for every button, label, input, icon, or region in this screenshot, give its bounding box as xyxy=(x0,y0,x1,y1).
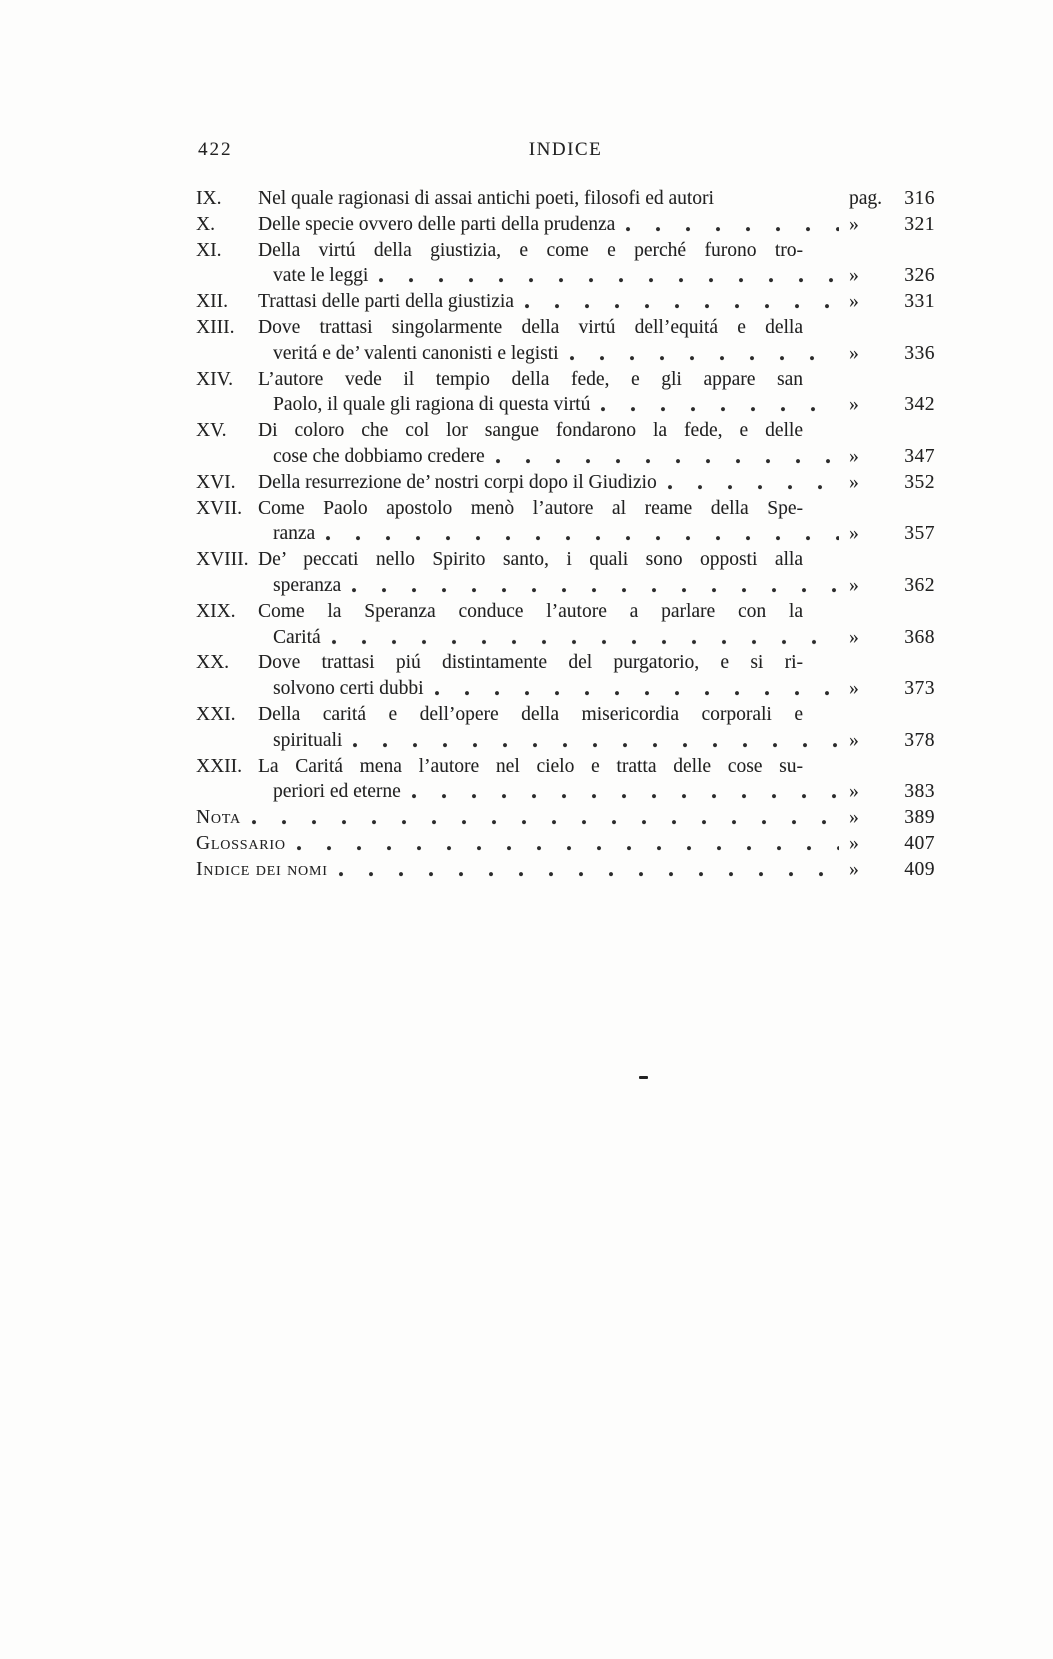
page-number: 373 xyxy=(904,678,935,700)
chapter-numeral: XXII. xyxy=(196,755,243,777)
chapter-numeral: XIX. xyxy=(196,600,236,622)
page-number: 336 xyxy=(904,342,935,364)
ditto-mark: » xyxy=(849,523,859,545)
entry-text-line: La Caritá mena l’autore nel cielo e tratta delle cose su- xyxy=(258,755,803,777)
entry-body xyxy=(258,754,935,806)
dot-leader xyxy=(325,521,839,547)
ditto-mark: » xyxy=(849,832,859,854)
entry-text-line: L’autore vede il tempio della fede, e gli appare san xyxy=(258,368,803,390)
page-number: 368 xyxy=(904,626,935,648)
entry-last-line xyxy=(258,521,935,547)
page-number: 331 xyxy=(904,291,935,313)
table-of-contents xyxy=(196,186,935,883)
entry-body xyxy=(196,857,935,883)
toc-entry xyxy=(196,805,935,831)
entry-last-line xyxy=(258,212,935,238)
entry-text-line: Della virtú della giustizia, e come e perché furono tro- xyxy=(258,239,803,261)
entry-text: veritá e de’ valenti canonisti e legisti xyxy=(273,342,559,364)
ditto-mark: » xyxy=(849,781,859,803)
entry-body xyxy=(258,418,935,470)
entry-body xyxy=(258,238,935,290)
toc-entry xyxy=(196,289,935,315)
toc-entry xyxy=(196,367,935,419)
entry-last-line xyxy=(196,857,935,883)
page-number: 326 xyxy=(904,265,935,287)
toc-entry xyxy=(196,186,935,212)
dot-leader xyxy=(495,444,839,470)
toc-entry xyxy=(196,212,935,238)
dot-leader xyxy=(378,263,839,289)
dot-leader xyxy=(524,289,839,315)
chapter-numeral: XV. xyxy=(196,420,227,442)
chapter-numeral: XIII. xyxy=(196,316,235,338)
entry-text-line: Di coloro che col lor sangue fondarono la fede, e delle xyxy=(258,420,803,442)
page-number: 347 xyxy=(904,445,935,467)
entry-text: Nel quale ragionasi di assai antichi poeti, filosofi ed autori xyxy=(258,188,714,209)
page-header xyxy=(196,139,935,165)
entry-body xyxy=(258,315,935,367)
entry-body xyxy=(258,702,935,754)
ditto-mark: » xyxy=(849,394,859,416)
toc-entry xyxy=(196,238,935,290)
entry-body xyxy=(196,831,935,857)
chapter-numeral: XI. xyxy=(196,239,222,261)
ditto-mark: » xyxy=(849,342,859,364)
page-number: 352 xyxy=(904,471,935,493)
chapter-numeral: X. xyxy=(196,213,215,235)
entry-last-line xyxy=(196,805,935,831)
entry-text-line: Dove trattasi singolarmente della virtú dell’equitá e della xyxy=(258,316,803,338)
entry-last-line xyxy=(258,392,935,418)
entry-last-line xyxy=(258,186,935,212)
page-number: 409 xyxy=(904,858,935,880)
ditto-mark: » xyxy=(849,678,859,700)
toc-entry xyxy=(196,650,935,702)
toc-entry xyxy=(196,857,935,883)
entry-last-line xyxy=(258,289,935,315)
entry-last-line xyxy=(258,625,935,651)
ditto-mark: » xyxy=(849,574,859,596)
ditto-mark: » xyxy=(849,807,859,829)
toc-entry xyxy=(196,496,935,548)
entry-text-line: Dove trattasi piú distintamente del purgatorio, e si ri- xyxy=(258,652,803,674)
dot-leader xyxy=(352,728,839,754)
toc-entry xyxy=(196,470,935,496)
entry-text: Trattasi delle parti della giustizia xyxy=(258,291,514,313)
chapter-numeral: XX. xyxy=(196,652,230,674)
entry-text: Glossario xyxy=(196,832,286,854)
printer-signature-mark xyxy=(639,1076,648,1079)
entry-last-line xyxy=(258,341,935,367)
dot-leader xyxy=(338,857,839,883)
entry-text: Indice dei nomi xyxy=(196,858,328,880)
dot-leader xyxy=(434,676,839,702)
toc-entry xyxy=(196,754,935,806)
entry-text: Nota xyxy=(196,807,241,829)
entry-body xyxy=(258,496,935,548)
entry-body xyxy=(196,805,935,831)
dot-leader xyxy=(667,470,839,496)
ditto-mark: » xyxy=(849,445,859,467)
toc-entry xyxy=(196,599,935,651)
entry-last-line xyxy=(258,728,935,754)
entry-last-line xyxy=(258,263,935,289)
dot-leader xyxy=(331,625,839,651)
dot-leader xyxy=(569,341,839,367)
entry-text: spirituali xyxy=(273,729,343,751)
entry-text: solvono certi dubbi xyxy=(273,678,424,700)
entry-body xyxy=(258,186,935,212)
ditto-mark: » xyxy=(849,471,859,493)
dot-leader xyxy=(600,392,839,418)
entry-last-line xyxy=(196,831,935,857)
dot-leader xyxy=(351,573,839,599)
page-abbreviation: pag. xyxy=(849,188,883,209)
toc-entry xyxy=(196,547,935,599)
ditto-mark: » xyxy=(849,291,859,313)
chapter-numeral: XIV. xyxy=(196,368,234,390)
entry-last-line xyxy=(258,470,935,496)
ditto-mark: » xyxy=(849,265,859,287)
page-number: 389 xyxy=(904,807,935,829)
entry-body xyxy=(258,470,935,496)
dot-leader xyxy=(251,805,839,831)
page-number: 362 xyxy=(904,574,935,596)
page-number: 321 xyxy=(904,213,935,235)
chapter-numeral: XII. xyxy=(196,291,228,313)
page-number: 383 xyxy=(904,781,935,803)
toc-entry xyxy=(196,702,935,754)
entry-text: vate le leggi xyxy=(273,265,369,287)
entry-text: Paolo, il quale gli ragiona di questa virtú xyxy=(273,394,591,416)
toc-entry xyxy=(196,315,935,367)
toc-entry xyxy=(196,418,935,470)
entry-body xyxy=(258,599,935,651)
page-number: 407 xyxy=(904,832,935,854)
entry-last-line xyxy=(258,444,935,470)
dot-leader xyxy=(296,831,839,857)
entry-body xyxy=(258,367,935,419)
page-number: 378 xyxy=(904,729,935,751)
dot-leader xyxy=(625,212,839,238)
entry-text: cose che dobbiamo credere xyxy=(273,445,485,467)
entry-text: periori ed eterne xyxy=(273,781,401,803)
entry-last-line xyxy=(258,573,935,599)
entry-text: speranza xyxy=(273,574,342,596)
ditto-mark: » xyxy=(849,729,859,751)
entry-text: Caritá xyxy=(273,626,321,648)
entry-last-line xyxy=(258,779,935,805)
chapter-numeral: XVII. xyxy=(196,497,243,519)
dot-leader xyxy=(724,186,839,212)
chapter-numeral: XXI. xyxy=(196,703,236,725)
chapter-numeral: IX. xyxy=(196,188,222,209)
page-number: 316 xyxy=(904,188,935,209)
dot-leader xyxy=(411,779,839,805)
entry-body xyxy=(258,212,935,238)
page-number: 357 xyxy=(904,523,935,545)
entry-text: Della resurrezione de’ nostri corpi dopo il Giudizio xyxy=(258,471,657,493)
ditto-mark: » xyxy=(849,626,859,648)
chapter-numeral: XVIII. xyxy=(196,549,249,571)
ditto-mark: » xyxy=(849,213,859,235)
folio-number: 422 xyxy=(198,139,233,160)
chapter-numeral: XVI. xyxy=(196,471,236,493)
entry-body xyxy=(258,547,935,599)
ditto-mark: » xyxy=(849,858,859,880)
entry-body xyxy=(258,289,935,315)
entry-text-line: Come Paolo apostolo menò l’autore al reame della Spe- xyxy=(258,497,803,519)
entry-text-line: Come la Speranza conduce l’autore a parlare con la xyxy=(258,600,803,622)
page-number: 342 xyxy=(904,394,935,416)
entry-text-line: De’ peccati nello Spirito santo, i quali sono opposti alla xyxy=(258,549,803,571)
entry-text: ranza xyxy=(273,523,316,545)
entry-body xyxy=(258,650,935,702)
entry-last-line xyxy=(258,676,935,702)
page-title: INDICE xyxy=(528,139,603,160)
toc-entry xyxy=(196,831,935,857)
entry-text-line: Della caritá e dell’opere della misericordia corporali e xyxy=(258,703,803,725)
entry-text: Delle specie ovvero delle parti della prudenza xyxy=(258,213,616,235)
